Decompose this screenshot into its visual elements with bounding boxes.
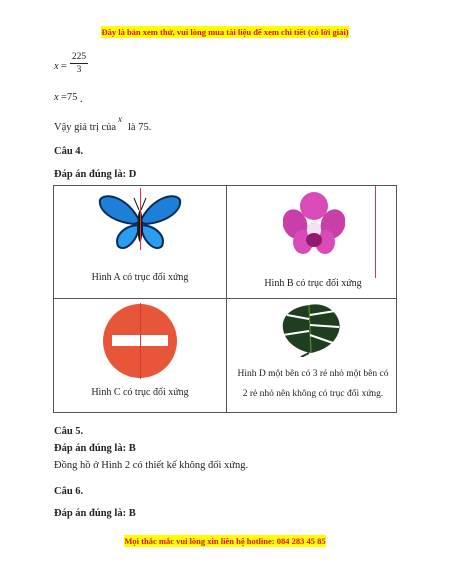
- orchid-image: [283, 192, 345, 260]
- fraction-bar: [70, 63, 88, 64]
- conclusion-after: là 75.: [128, 122, 152, 133]
- cell-c: [54, 299, 226, 412]
- equation-variable: x: [54, 61, 59, 72]
- q5-answer: Đáp án đúng là: B: [54, 443, 136, 454]
- monstera-leaf-image: [279, 301, 343, 357]
- orchid-axis: [375, 186, 376, 278]
- hotline-banner: [0, 536, 450, 546]
- cell-c-label: Hình C có trục đối xứng: [91, 387, 189, 398]
- cell-a-label: Hình A có trục đối xứng: [91, 272, 189, 283]
- q5-explanation: Đồng hồ ở Hình 2 có thiết kế không đối xứng.: [54, 460, 249, 471]
- result-period: .: [80, 94, 83, 105]
- cell-a: [54, 186, 226, 299]
- q5-title: Câu 5.: [54, 426, 84, 437]
- cell-b-label: Hình B có trục đối xứng: [264, 278, 362, 289]
- equation-sign: =: [61, 61, 67, 72]
- fraction-denominator: 3: [76, 65, 82, 75]
- hotline-text: Mọi thắc mắc vui lòng xin liên hệ hotline: 084 283 45 85: [124, 536, 326, 546]
- q4-title: Câu 4.: [54, 146, 84, 157]
- preview-notice-text: Đây là bản xem thử, vui lòng mua tài liệu để xem chi tiết (có lời giải): [101, 27, 349, 37]
- q6-title: Câu 6.: [54, 486, 84, 497]
- conclusion-variable: x: [118, 114, 122, 124]
- sign-axis: [140, 303, 141, 379]
- result-variable: x: [54, 92, 59, 103]
- symmetry-table: [53, 185, 397, 413]
- result-value: =75: [61, 92, 78, 103]
- fraction: [70, 52, 88, 75]
- conclusion-before: Vậy giá trị của: [54, 122, 117, 133]
- fraction-numerator: 225: [71, 52, 87, 62]
- cell-d: [227, 299, 399, 412]
- butterfly-axis: [140, 188, 141, 250]
- preview-notice-banner: [0, 27, 450, 37]
- cell-d-label-line2: 2 rẻ nhỏ nên không có trục đối xứng.: [242, 389, 384, 399]
- cell-b: [227, 186, 399, 299]
- q4-answer: Đáp án đúng là: D: [54, 169, 137, 180]
- cell-d-label-line1: Hình D một bên có 3 rẻ nhỏ một bên có: [237, 369, 389, 379]
- q6-answer: Đáp án đúng là: B: [54, 508, 136, 519]
